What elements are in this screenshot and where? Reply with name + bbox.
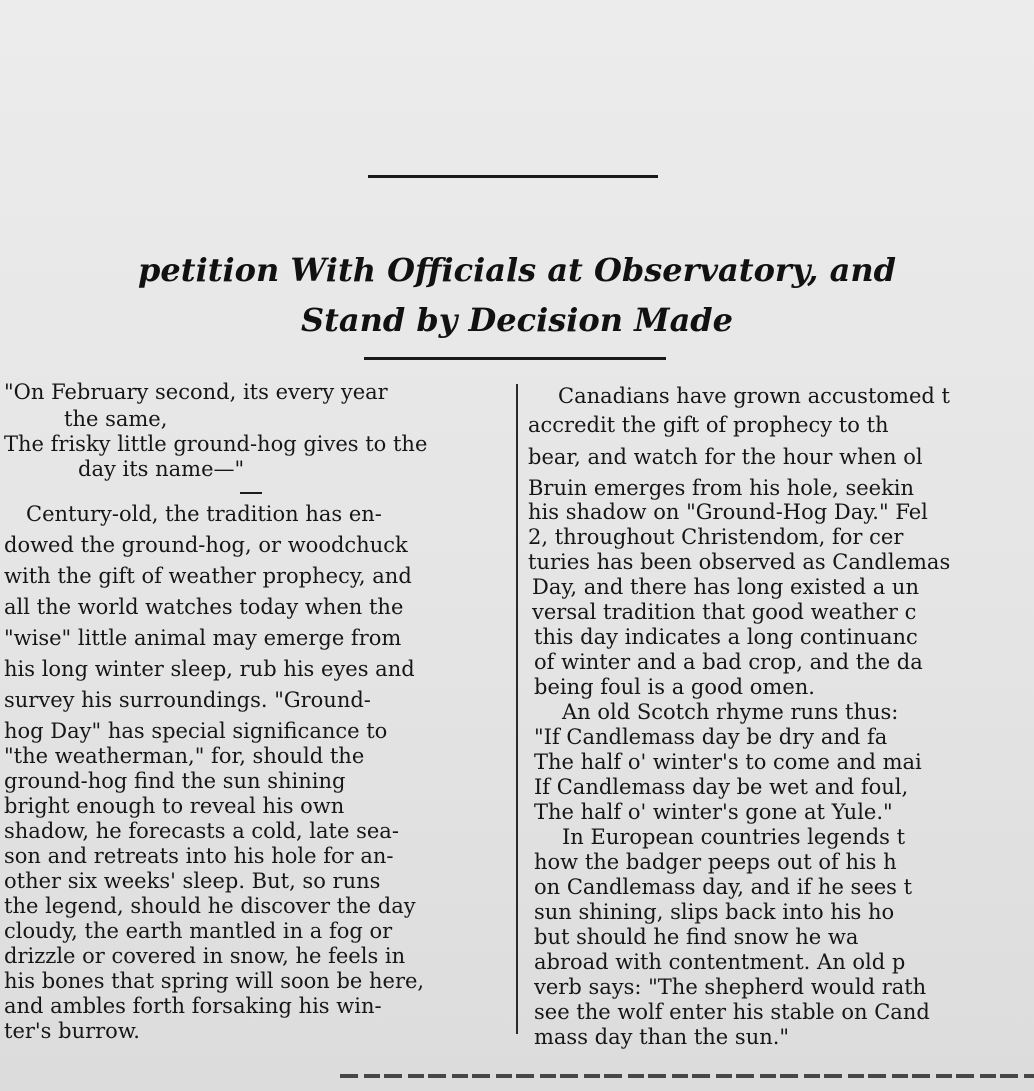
body-line: survey his surroundings. "Ground- <box>4 688 371 712</box>
body-line: Century-old, the tradition has en- <box>26 502 382 526</box>
body-line: "On February second, its every year <box>4 380 388 404</box>
body-line: The half o' winter's gone at Yule." <box>534 800 893 824</box>
body-line: versal tradition that good weather c <box>532 600 917 624</box>
body-line: "the weatherman," for, should the <box>4 744 365 768</box>
body-line: An old Scotch rhyme runs thus: <box>562 700 899 724</box>
body-line: bear, and watch for the hour when ol <box>528 445 923 469</box>
body-line: If Candlemass day be wet and foul, <box>534 775 909 799</box>
body-line: hog Day" has special significance to <box>4 719 388 743</box>
body-line: In European countries legends t <box>562 825 906 849</box>
deck-line-2: petition With Officials at Observatory, and <box>138 251 896 289</box>
deck-divider <box>364 357 666 360</box>
body-line: Bruin emerges from his hole, seekin <box>528 476 915 500</box>
body-line: sun shining, slips back into his ho <box>534 900 895 924</box>
body-line: Canadians have grown accustomed t <box>558 384 950 408</box>
body-line: the legend, should he discover the day <box>4 894 416 918</box>
body-line: the same, <box>64 407 168 431</box>
right-column <box>528 380 1034 1070</box>
deck-line-3: Stand by Decision Made <box>300 301 734 339</box>
verse-end-rule <box>240 492 262 494</box>
body-line: and ambles forth forsaking his win- <box>4 994 382 1018</box>
body-line: this day indicates a long continuanc <box>534 625 918 649</box>
body-line: with the gift of weather prophecy, and <box>4 564 412 588</box>
body-line: his bones that spring will soon be here, <box>4 969 425 993</box>
headline-divider <box>368 175 658 178</box>
body-line: his shadow on "Ground-Hog Day." Fel <box>528 500 928 524</box>
body-line: 2, throughout Christendom, for cer <box>528 525 904 549</box>
body-line: dowed the ground-hog, or woodchuck <box>4 533 408 557</box>
body-line: drizzle or covered in snow, he feels in <box>4 944 406 968</box>
body-line: ter's burrow. <box>4 1019 140 1043</box>
body-line: how the badger peeps out of his h <box>534 850 897 874</box>
body-line: all the world watches today when the <box>4 595 404 619</box>
body-line: "wise" little animal may emerge from <box>4 626 402 650</box>
left-column <box>0 380 514 1070</box>
column-divider <box>516 384 518 1034</box>
body-line: mass day than the sun." <box>534 1025 790 1049</box>
body-line: his long winter sleep, rub his eyes and <box>4 657 415 681</box>
body-line: on Candlemass day, and if he sees t <box>534 875 913 899</box>
body-line: bright enough to reveal his own <box>4 794 345 818</box>
body-line: cloudy, the earth mantled in a fog or <box>4 919 393 943</box>
body-line: day its name—" <box>78 457 245 481</box>
body-line: The frisky little ground-hog gives to the <box>4 432 428 456</box>
body-line: accredit the gift of prophecy to th <box>528 413 889 437</box>
body-line: being foul is a good omen. <box>534 675 815 699</box>
bottom-rule <box>340 1074 1034 1078</box>
body-line: abroad with contentment. An old p <box>534 950 906 974</box>
body-line: The half o' winter's to come and mai <box>534 750 922 774</box>
body-line: ground-hog find the sun shining <box>4 769 346 793</box>
body-line: "If Candlemass day be dry and fa <box>534 725 888 749</box>
body-line: turies has been observed as Candlemas <box>528 550 951 574</box>
body-line: other six weeks' sleep. But, so runs <box>4 869 381 893</box>
body-line: Day, and there has long existed a un <box>532 575 919 599</box>
body-line: verb says: "The shepherd would rath <box>534 975 927 999</box>
body-line: but should he find snow he wa <box>534 925 859 949</box>
body-line: shadow, he forecasts a cold, late sea- <box>4 819 399 843</box>
body-line: son and retreats into his hole for an- <box>4 844 394 868</box>
body-line: of winter and a bad crop, and the da <box>534 650 923 674</box>
body-line: see the wolf enter his stable on Cand <box>534 1000 930 1024</box>
